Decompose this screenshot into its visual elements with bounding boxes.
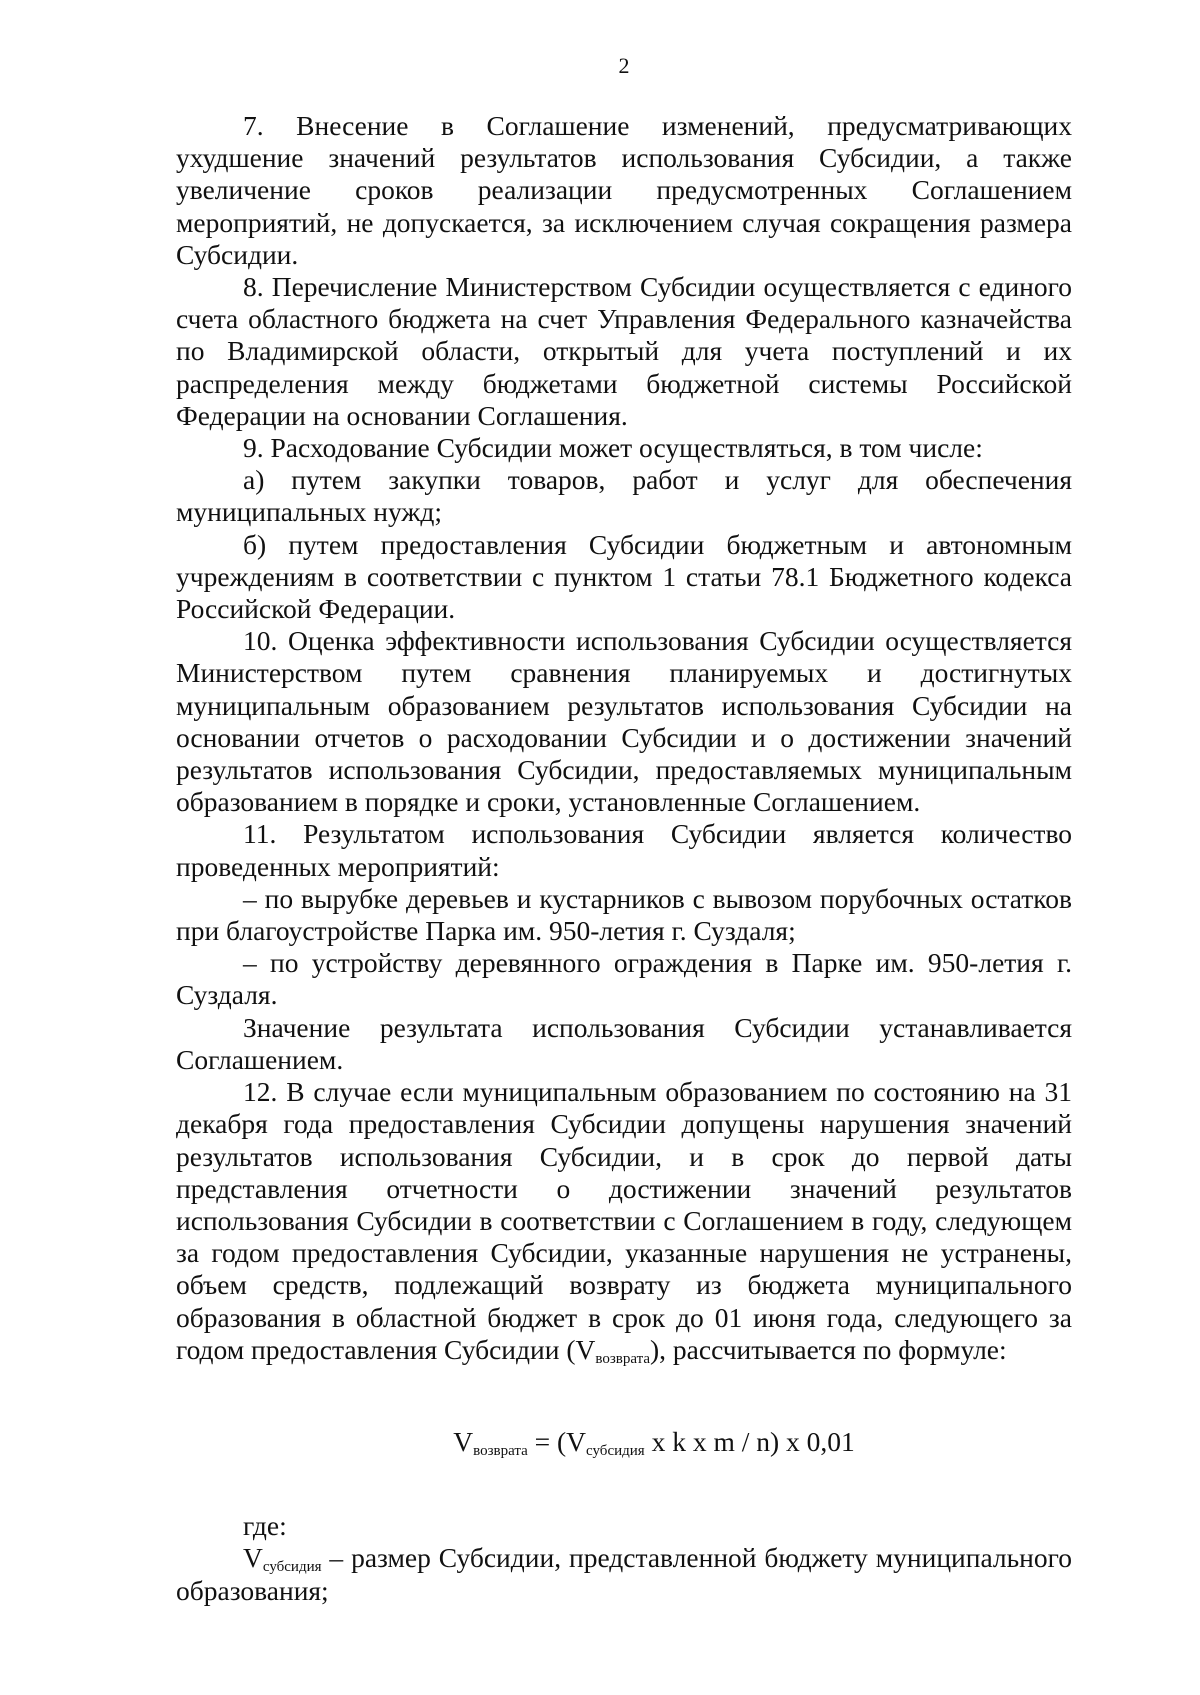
where-text: – размер Субсидии, представленной бюджету муниципального образования; <box>176 1542 1072 1606</box>
formula-subscript-return: возврата <box>473 1442 528 1459</box>
formula-v-return: V <box>453 1425 474 1457</box>
paragraph-12 <box>176 1076 1072 1366</box>
paragraph-8: 8. Перечисление Министерством Субсидии осуществляется с единого счета областного бюджета на счет Управления Федерального казначейства по Владимирской области, открытый для учета поступлений и их распределения между бюджетами бюджетной системы Российской Федерации на основании Соглашения. <box>176 271 1072 431</box>
paragraph-11-result: Значение результата использования Субсидии устанавливается Соглашением. <box>176 1011 1072 1075</box>
where-label: где: <box>243 1510 287 1542</box>
document-body <box>176 110 1072 1607</box>
paragraph-12-tail: ), рассчитывается по формуле: <box>650 1333 1007 1365</box>
where-subscript: субсидия <box>262 1559 322 1576</box>
paragraph-12-text: 12. В случае если муниципальным образованием по состоянию на 31 декабря года предоставления Субсидии допущены нарушения значений результатов использования Субсидии, и в срок до первой даты представления отчетности о достижении значений результатов использования Субсидии в соответствии с Соглашением в году, следующем за годом предоставления Субсидии, указанные нарушения не устранены, объем средств, подлежащий возврату из бюджета муниципального образования в областной бюджет в срок до 01 июня года, следующего за годом предоставления Субсидии (V <box>176 1076 1072 1365</box>
where-v: V <box>243 1542 263 1574</box>
formula-middle: = (V <box>527 1425 587 1457</box>
paragraph-7: 7. Внесение в Соглашение изменений, предусматривающих ухудшение значений результатов использования Субсидии, а также увеличение сроков реализации предусмотренных Соглашением мероприятий, не допускается, за исключением случая сокращения размера Субсидии. <box>176 110 1072 270</box>
return-formula <box>176 1426 1072 1458</box>
paragraph-11-item-1: – по вырубке деревьев и кустарников с вывозом порубочных остатков при благоустройстве Парка им. 950-летия г. Суздаля; <box>176 882 1072 947</box>
paragraph-9b: б) путем предоставления Субсидии бюджетным и автономным учреждениям в соответствии с пунктом 1 статьи 78.1 Бюджетного кодекса Российской Федерации. <box>176 528 1072 625</box>
paragraph-11-item-2: – по устройству деревянного ограждения в Парке им. 950-летия г. Суздаля. <box>176 947 1072 1011</box>
formula-rest: x k x m / n) x 0,01 <box>644 1425 855 1457</box>
paragraph-9: 9. Расходование Субсидии может осуществляться, в том числе: <box>243 432 983 464</box>
paragraph-10: 10. Оценка эффективности использования Субсидии осуществляется Министерством путем сравнения планируемых и достигнутых муниципальным образованием результатов использования Субсидии на основании отчетов о расходовании Субсидии и о достижении значений результатов использования Субсидии, предоставляемых муниципальным образованием в порядке и сроки, установленные Соглашением. <box>176 625 1072 818</box>
page-number: 2 <box>618 53 630 78</box>
paragraph-9a: а) путем закупки товаров, работ и услуг для обеспечения муниципальных нужд; <box>176 464 1072 528</box>
where-definition <box>176 1542 1072 1606</box>
paragraph-11: 11. Результатом использования Субсидии является количество проведенных мероприятий: <box>176 818 1072 882</box>
formula-subscript-subsidy: субсидия <box>586 1442 645 1459</box>
paragraph-12-subscript: возврата <box>595 1350 650 1367</box>
